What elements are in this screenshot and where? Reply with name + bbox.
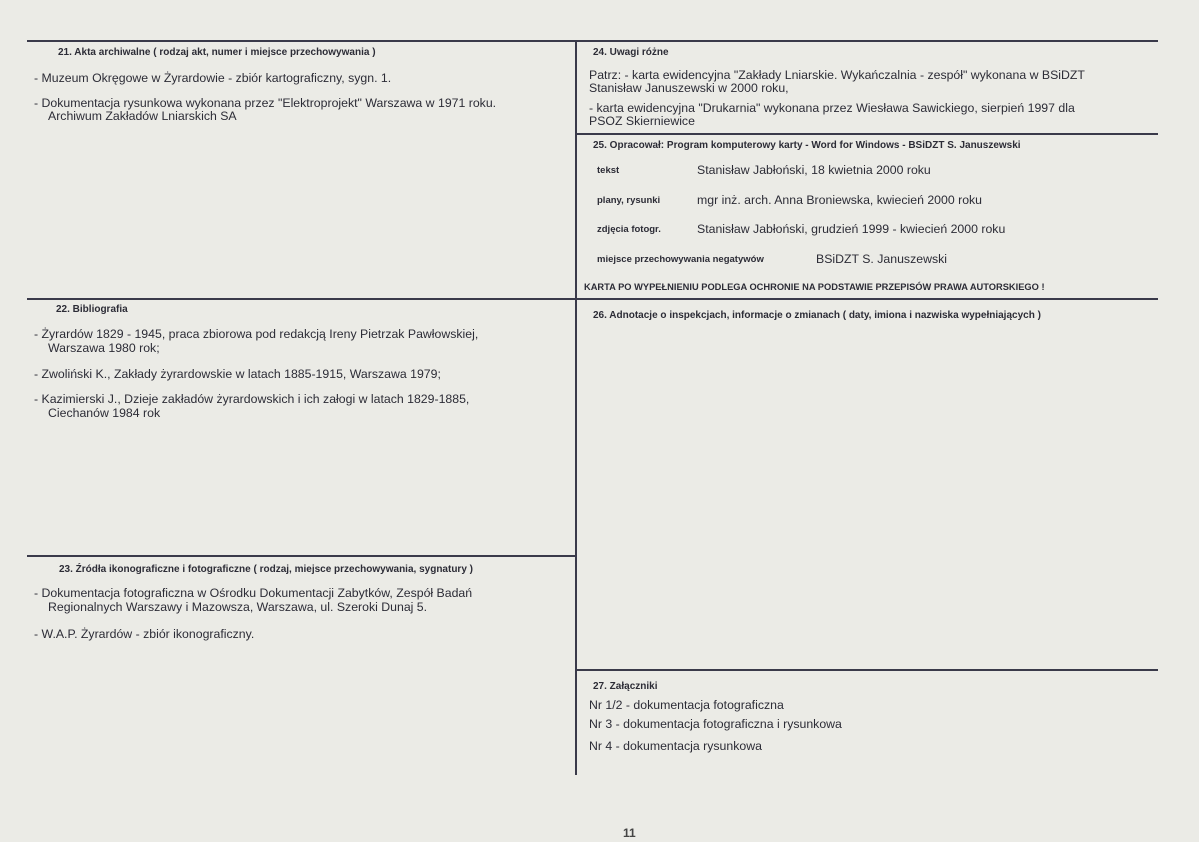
section-22-item-3: - Kazimierski J., Dzieje zakładów żyrardowskich i ich załogi w latach 1829-1885,	[34, 392, 470, 406]
top-border	[27, 40, 1158, 42]
right-divider-25	[576, 133, 1158, 135]
credit-value-tekst: Stanisław Jabłoński, 18 kwietnia 2000 roku	[697, 163, 931, 177]
section-21-title: 21. Akta archiwalne ( rodzaj akt, numer i miejsce przechowywania )	[58, 47, 376, 58]
copyright-warning: KARTA PO WYPEŁNIENIU PODLEGA OCHRONIE NA PODSTAWIE PRZEPISÓW PRAWA AUTORSKIEGO !	[584, 282, 1045, 292]
section-21-item-1: - Muzeum Okręgowe w Żyrardowie - zbiór kartograficzny, sygn. 1.	[34, 71, 392, 85]
section-24-line-4: PSOZ Skierniewice	[589, 114, 695, 128]
section-23-title: 23. Źródła ikonograficzne i fotograficzne ( rodzaj, miejsce przechowywania, sygnatury )	[59, 564, 473, 575]
right-divider-26	[576, 298, 1158, 300]
section-21-item-2-cont: Archiwum Zakładów Lniarskich SA	[48, 109, 237, 123]
credit-label-zdjecia: zdjęcia fotogr.	[597, 224, 661, 235]
section-22-item-1-cont: Warszawa 1980 rok;	[48, 341, 160, 355]
attachment-item-1: Nr 1/2 - dokumentacja fotograficzna	[589, 698, 784, 712]
section-23-item-1: - Dokumentacja fotograficzna w Ośrodku Dokumentacji Zabytków, Zespół Badań	[34, 586, 473, 600]
section-26-title: 26. Adnotacje o inspekcjach, informacje o zmianach ( daty, imiona i nazwiska wypełniających )	[593, 310, 1041, 321]
section-27-title: 27. Załączniki	[593, 681, 658, 692]
attachment-item-3: Nr 4 - dokumentacja rysunkowa	[589, 739, 762, 753]
section-24-line-3: - karta ewidencyjna "Drukarnia" wykonana przez Wiesława Sawickiego, sierpień 1997 dla	[589, 101, 1075, 115]
section-21-item-2: - Dokumentacja rysunkowa wykonana przez "Elektroprojekt" Warszawa w 1971 roku.	[34, 96, 497, 110]
section-22-title: 22. Bibliografia	[56, 304, 128, 315]
right-divider-27	[576, 669, 1158, 671]
credit-value-plany: mgr inż. arch. Anna Broniewska, kwiecień 2000 roku	[697, 193, 983, 207]
credit-label-tekst: tekst	[597, 165, 620, 176]
section-25-title: 25. Opracował: Program komputerowy karty - Word for Windows - BSiDZT S. Januszewski	[593, 140, 1021, 151]
page-mark: 11	[623, 826, 636, 840]
section-24-line-1: Patrz: - karta ewidencyjna "Zakłady Lniarskie. Wykańczalnia - zespół" wykonana w BSiDZT	[589, 68, 1085, 82]
center-divider	[575, 40, 577, 775]
section-23-item-2: - W.A.P. Żyrardów - zbiór ikonograficzny.	[34, 627, 255, 641]
credit-label-negatywy: miejsce przechowywania negatywów	[597, 254, 764, 265]
section-22-item-1: - Żyrardów 1829 - 1945, praca zbiorowa pod redakcją Ireny Pietrzak Pawłowskiej,	[34, 327, 479, 341]
section-24-title: 24. Uwagi różne	[593, 47, 669, 58]
section-24-line-2: Stanisław Januszewski w 2000 roku,	[589, 81, 789, 95]
section-22-item-2: - Zwoliński K., Zakłady żyrardowskie w latach 1885-1915, Warszawa 1979;	[34, 367, 441, 381]
section-23-item-1-cont: Regionalnych Warszawy i Mazowsza, Warszawa, ul. Szeroki Dunaj 5.	[48, 600, 428, 614]
credit-label-plany: plany, rysunki	[597, 195, 661, 206]
attachment-item-2: Nr 3 - dokumentacja fotograficzna i rysunkowa	[589, 717, 842, 731]
left-divider-22	[27, 298, 576, 300]
section-22-item-3-cont: Ciechanów 1984 rok	[48, 406, 161, 420]
left-divider-23	[27, 555, 576, 557]
credit-value-negatywy: BSiDZT S. Januszewski	[816, 252, 947, 266]
credit-value-zdjecia: Stanisław Jabłoński, grudzień 1999 - kwiecień 2000 roku	[697, 222, 1006, 236]
